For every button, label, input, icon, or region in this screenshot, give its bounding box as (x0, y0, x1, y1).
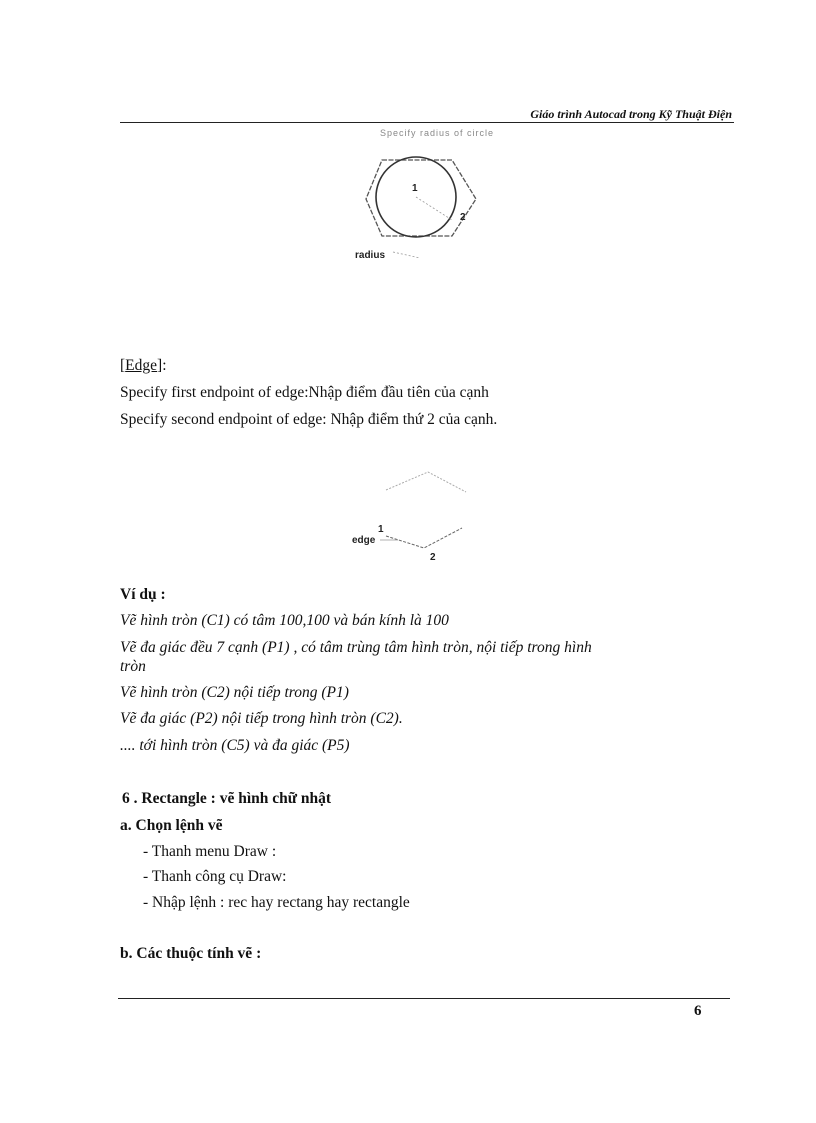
section6-sub-b: b. Các thuộc tính vẽ : (120, 945, 262, 962)
example-line-6: .... tới hình tròn (C5) và đa giác (P5) (120, 737, 350, 754)
section6-item-2: - Thanh công cụ Draw: (143, 868, 287, 885)
radius-leader (393, 252, 420, 258)
edge-heading-link: Edge (125, 357, 158, 374)
edge-figure-bottom (386, 528, 462, 548)
section6-heading: 6 . Rectangle : vẽ hình chữ nhật (122, 790, 332, 807)
edge-heading: [Edge]: (120, 357, 167, 374)
example-line-4: Vẽ hình tròn (C2) nội tiếp trong (P1) (120, 684, 349, 701)
example-heading: Ví dụ : (120, 586, 166, 603)
edge-figure-top (386, 472, 466, 492)
page-number: 6 (694, 1003, 702, 1019)
example-line-5: Vẽ đa giác (P2) nội tiếp trong hình tròn (C2). (120, 710, 403, 727)
hexagon-shape (366, 160, 476, 236)
figure2-point-2: 2 (430, 552, 436, 563)
section6-sub-a: a. Chọn lệnh vẽ (120, 817, 223, 834)
figure1-caption: Specify radius of circle (380, 128, 495, 138)
section6-item-1: - Thanh menu Draw : (143, 843, 277, 860)
radius-line (416, 197, 452, 220)
section6-item-3: - Nhập lệnh : rec hay rectang hay rectangle (143, 894, 410, 911)
footer-rule (118, 998, 730, 999)
example-line-3: tròn (120, 658, 146, 675)
figure2-point-1: 1 (378, 524, 384, 535)
edge-line-2: Specify second endpoint of edge: Nhập điểm thứ 2 của cạnh. (120, 411, 498, 428)
figure1-point-1: 1 (412, 183, 418, 194)
example-line-2: Vẽ đa giác đều 7 cạnh (P1) , có tâm trùng tâm hình tròn, nội tiếp trong hình (120, 639, 592, 656)
figure1-radius-label: radius (355, 250, 386, 261)
edge-line-1: Specify first endpoint of edge:Nhập điểm đầu tiên của cạnh (120, 384, 489, 401)
figure2-edge-label: edge (352, 535, 376, 546)
figure1-point-2: 2 (460, 212, 466, 223)
header-title: Giáo trình Autocad trong Kỹ Thuật Điện (530, 107, 732, 121)
example-line-1: Vẽ hình tròn (C1) có tâm 100,100 và bán kính là 100 (120, 612, 449, 629)
